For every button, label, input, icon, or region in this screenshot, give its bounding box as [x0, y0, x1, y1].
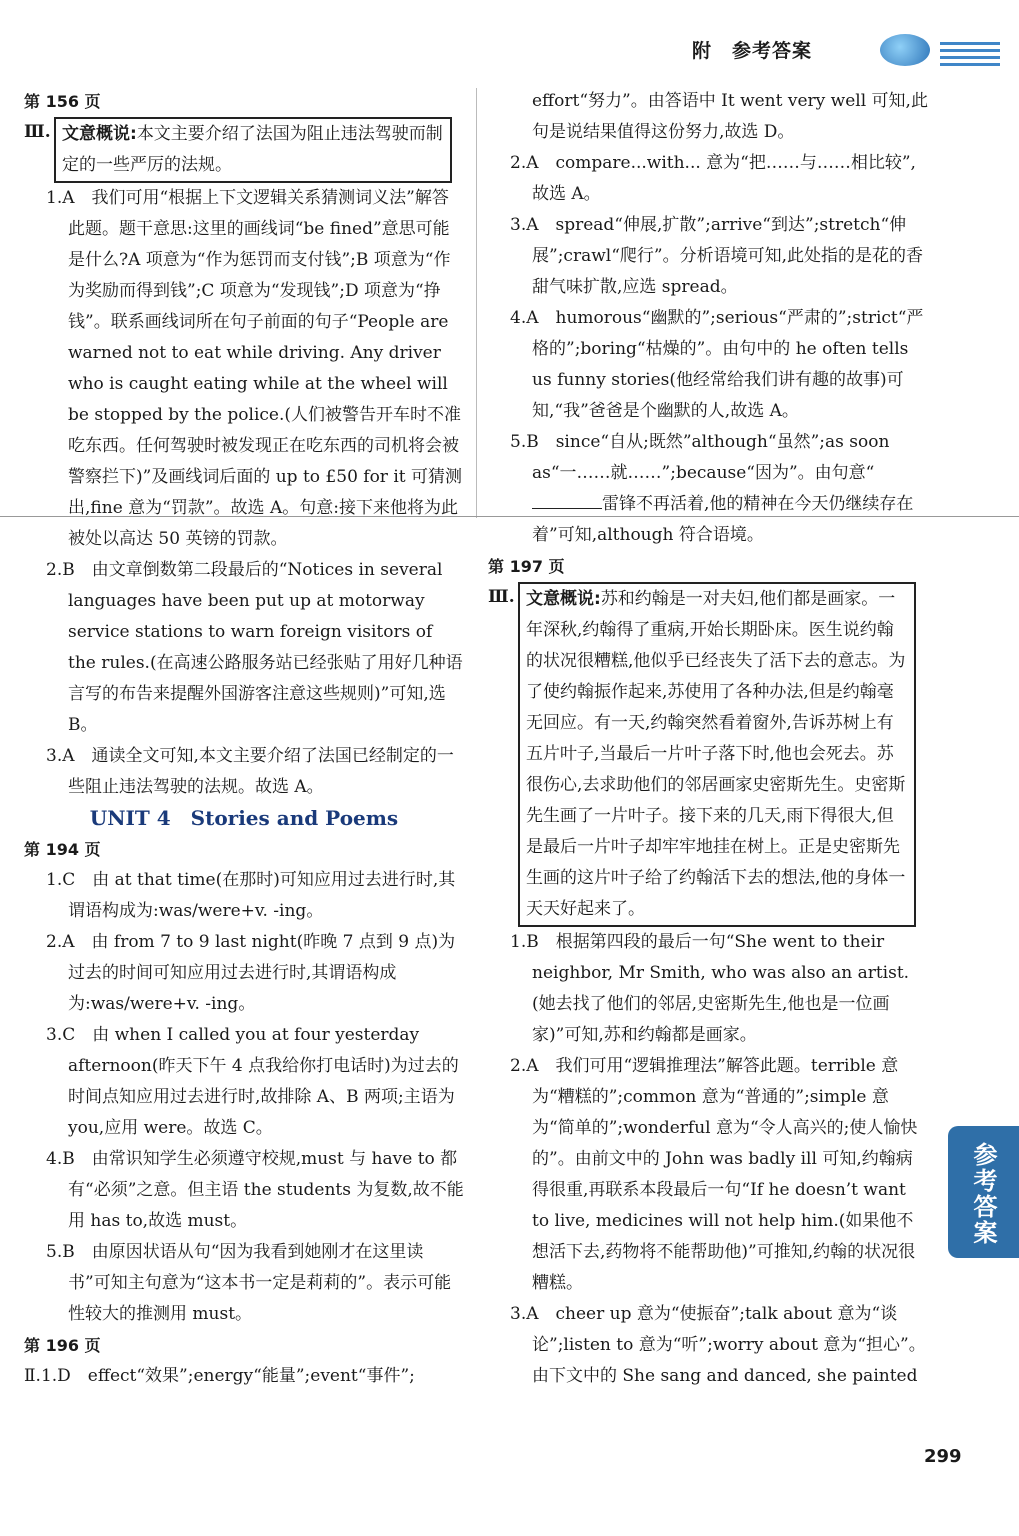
answer-item: 2.A 由 from 7 to 9 last night(昨晚 7 点到 9 点)为过去的时间可知应用过去进行时,其谓语构成为:was/were+v. -ing。	[46, 932, 456, 1014]
right-column	[488, 86, 928, 1392]
side-tab-label: 参考答案	[969, 1142, 997, 1246]
answer-item: 4.B 由常识知学生必须遵守校规,must 与 have to 都有“必须”之意。但主语 the students 为复数,故不能用 has to,故选 must。	[46, 1149, 464, 1231]
header-decoration	[940, 42, 1000, 70]
answer-part: 5.B since“自从;既然”although“虽然”;as soon as“一……就……”;because“因为”。由句意“	[510, 432, 890, 483]
summary-text: 本文主要介绍了法国为阻止违法驾驶而制定的一些严厉的法规。	[62, 124, 443, 175]
summary-text: 苏和约翰是一对夫妇,他们都是画家。一年深秋,约翰得了重病,开始长期卧床。医生说约翰的状况很糟糕,他似乎已经丧失了活下去的意志。为了使约翰振作起来,苏使用了各种办法,但是约翰毫无回应。有一天,约翰突然看着窗外,告诉苏树上有五片叶子,当最后一片叶子落下时,他也会死去。苏很伤心,去求助他们的邻居画家史密斯先生。史密斯先生画了一片叶子。接下来的几天,雨下得很大,但是最后一片叶子却牢牢地挂在树上。正是史密斯先生画的这片叶子给了约翰活下去的想法,他的身体一天天好起来了。	[526, 589, 906, 919]
answer-item: 1.A 我们可用“根据上下文逻辑关系猜测词义法”解答此题。题干意思:这里的画线词“be fined”意思可能是什么?A 项意为“作为惩罚而支付钱”;B 项意为“作为奖励而得到钱”;C 项意为“发现钱”;D 项意为“挣钱”。联系画线词所在句子前面的句子“People are warned not to eat while driving. Any driver who is caught eating while at the wheel will be stopped by the police.(人们被警告开车时不准吃东西。任何驾驶时被发现正在吃东西的司机将会被警察拦下)”及画线词后面的 up to £50 for it 可猜测出,fine 意为“罚款”。故选 A。句意:接下来他将为此被处以高达 50 英镑的罚款。	[46, 188, 463, 549]
answer-item	[488, 427, 928, 551]
answer-item: 3.A cheer up 意为“使振奋”;talk about 意为“谈论”;listen to 意为“听”;worry about 意为“担心”。由下文中的 She sang and danced, she painted	[510, 1304, 926, 1386]
answer-continuation: effort“努力”。由答语中 It went very well 可知,此句是说结果值得这份努力,故选 D。	[532, 91, 928, 142]
answer-item: 5.B 由原因状语从句“因为我看到她刚才在这里读书”可知主句意为“这本书一定是莉莉的”。表示可能性较大的推测用 must。	[46, 1242, 452, 1324]
answer-item: 3.A 通读全文可知,本文主要介绍了法国已经制定的一些阻止违法驾驶的法规。故选 A。	[46, 746, 454, 797]
section-3-summary	[488, 582, 928, 927]
answer-item: 3.C 由 when I called you at four yesterday afternoon(昨天下午 4 点我给你打电话时)为过去的时间点知应用过去进行时,故排除 A、B 两项;主语为 you,应用 were。故选 C。	[46, 1025, 459, 1138]
answers-side-tab	[948, 1126, 1019, 1258]
column-divider	[476, 88, 477, 518]
blank-line	[532, 508, 602, 509]
page-ref-194: 第 194 页	[24, 840, 101, 859]
summary-label: 文意概说:	[526, 589, 601, 609]
answer-item: 1.B 根据第四段的最后一句“She went to their neighbor, Mr Smith, who was also an artist.(她去找了他们的邻居,史密斯先生,他也是一位画家)”可知,苏和约翰都是画家。	[510, 932, 910, 1045]
answer-item: 2.B 由文章倒数第二段最后的“Notices in several languages have been put up at motorway service stations to warn foreign visitors of the rules.(在高速公路服务站已经张贴了用好几种语言写的布告来提醒外国游客注意这些规则)”可知,选 B。	[46, 560, 463, 735]
answer-item: 2.A compare...with... 意为“把……与……相比较”,故选 A。	[510, 153, 916, 204]
section-3-summary	[24, 117, 464, 183]
page-ref-156: 第 156 页	[24, 92, 101, 111]
section-mark: Ⅲ.	[24, 122, 51, 142]
answer-item: 1.C 由 at that time(在那时)可知应用过去进行时,其谓语构成为:was/were+v. -ing。	[46, 870, 456, 921]
answer-item: 4.A humorous“幽默的”;serious“严肃的”;strict“严格的”;boring“枯燥的”。由句中的 he often tells us funny stories(他经常给我们讲有趣的故事)可知,“我”爸爸是个幽默的人,故选 A。	[510, 308, 924, 421]
answer-item: Ⅱ.1.D effect“效果”;energy“能量”;event“事件”;	[24, 1366, 415, 1386]
left-column	[24, 86, 464, 1392]
summary-box	[54, 117, 452, 183]
answer-item: 2.A 我们可用“逻辑推理法”解答此题。terrible 意为“糟糕的”;common 意为“普通的”;simple 意为“简单的”;wonderful 意为“令人高兴的;使人愉快的”。由前文中的 John was badly ill 可知,约翰病得很重,再联系本段最后一句“If he doesn’t want to live, medicines will not help him.(如果他不想活下去,药物将不能帮助他)”可推知,约翰的状况很糟糕。	[510, 1056, 918, 1293]
page-ref-197: 第 197 页	[488, 557, 565, 576]
summary-label: 文意概说:	[62, 124, 137, 144]
section-mark: Ⅲ.	[488, 587, 515, 607]
summary-box	[518, 582, 916, 927]
page-ref-196: 第 196 页	[24, 1336, 101, 1355]
answer-part: 雷锋不再活着,他的精神在今天仍继续存在着”可知,although 符合语境。	[532, 494, 914, 545]
page-number: 299	[924, 1446, 962, 1467]
header-title: 附 参考答案	[692, 40, 813, 62]
unit-title: UNIT 4 Stories and Poems	[89, 806, 399, 830]
answer-item: 3.A spread“伸展,扩散”;arrive“到达”;stretch“伸展”;crawl“爬行”。分析语境可知,此处指的是花的香甜气味扩散,应选 spread。	[510, 215, 923, 297]
book-logo-icon	[880, 34, 930, 66]
